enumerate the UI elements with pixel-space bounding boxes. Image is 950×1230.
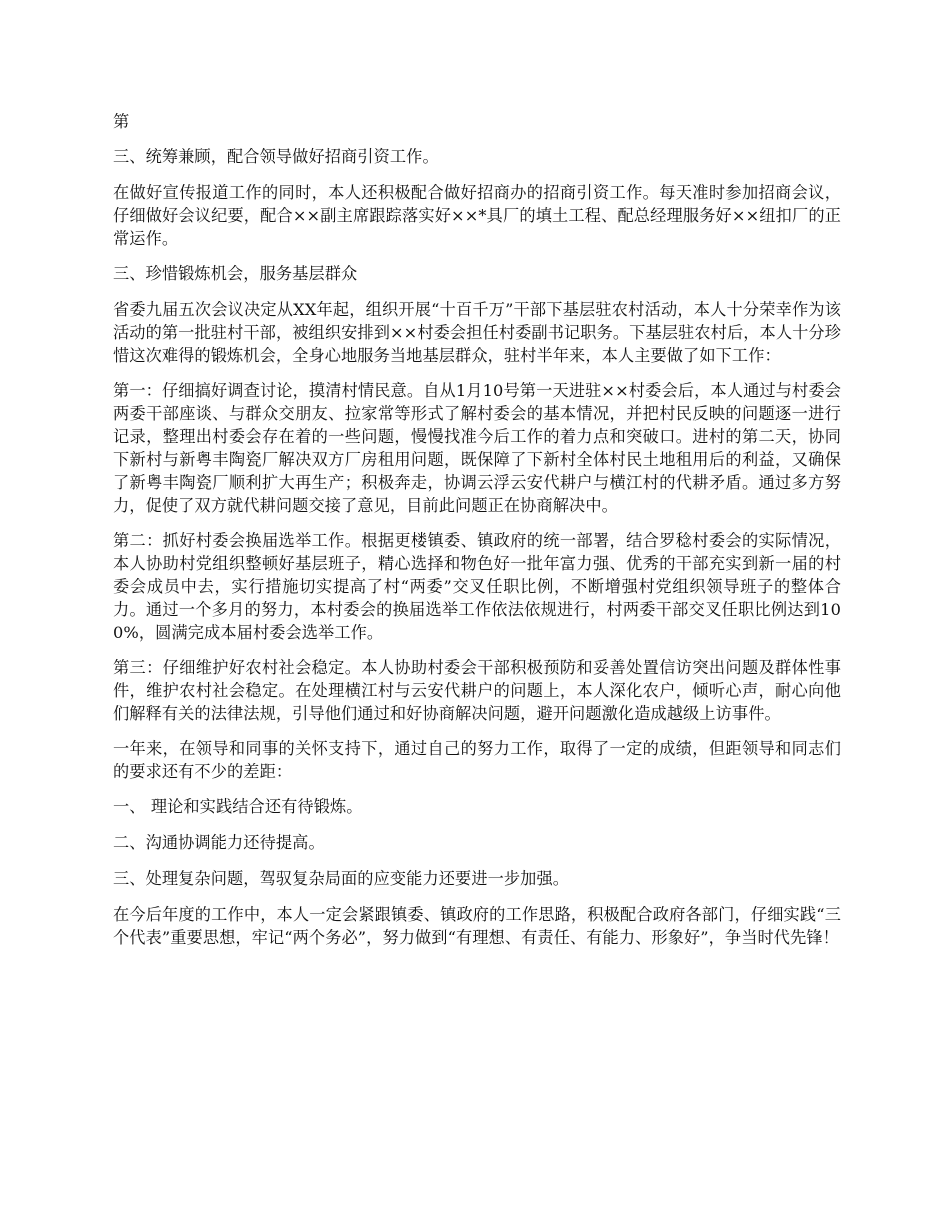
paragraph: 省委九届五次会议决定从XX年起，组织开展“十百千万”干部下基层驻农村活动，本人十分荣幸作为该活动的第一批驻村干部，被组织安排到××村委会担任村委副书记职务。下基层驻农村后，本人十分珍惜这次难得的锻炼机会，全身心地服务当地基层群众，驻村半年来，本人主要做了如下工作： (113, 300, 841, 365)
list-item: 一、 理论和实践结合还有待锻炼。 (113, 797, 363, 816)
list-item: 二、沟通协调能力还待提高。 (113, 833, 325, 852)
paragraph: 一年来，在领导和同事的关怀支持下，通过自己的努力工作，取得了一定的成绩，但距领导和同志们的要求还有不少的差距： (113, 739, 841, 781)
paragraph: 在做好宣传报道工作的同时，本人还积极配合做好招商办的招商引资工作。每天准时参加招商会议，仔细做好会议纪要，配合××副主席跟踪落实好××*具厂的填土工程、配总经理服务好××纽扣厂的正常运作。 (113, 183, 841, 248)
section-heading: 三、珍惜锻炼机会，服务基层群众 (113, 264, 358, 283)
document-body (113, 110, 841, 961)
section-heading: 三、统筹兼顾，配合领导做好招商引资工作。 (113, 147, 439, 166)
list-item: 三、处理复杂问题，驾驭复杂局面的应变能力还要进一步加强。 (113, 869, 570, 888)
paragraph-fragment: 第 (113, 112, 130, 131)
paragraph: 第三：仔细维护好农村社会稳定。本人协助村委会干部积极预防和妥善处置信访突出问题及群体性事件，维护农村社会稳定。在处理横江村与云安代耕户的问题上，本人深化农户，倾听心声，耐心向他们解释有关的法律法规，引导他们通过和好协商解决问题，避开问题激化造成越级上访事件。 (113, 658, 841, 723)
paragraph: 第二：抓好村委会换届选举工作。根据更楼镇委、镇政府的统一部署，结合罗稔村委会的实际情况，本人协助村党组织整顿好基层班子，精心选择和物色好一批年富力强、优秀的干部充实到新一届的村委会成员中去，实行措施切实提高了村“两委”交叉任职比例，不断增强村党组织领导班子的整体合力。通过一个多月的努力，本村委会的换届选举工作依法依规进行，村两委干部交叉任职比例达到100%，圆满完成本届村委会选举工作。 (113, 531, 841, 642)
paragraph: 在今后年度的工作中，本人一定会紧跟镇委、镇政府的工作思路，积极配合政府各部门，仔细实践“三个代表”重要思想，牢记“两个务必”，努力做到“有理想、有责任、有能力、形象好”，争当时代先锋！ (113, 905, 841, 947)
paragraph: 第一：仔细搞好调查讨论，摸清村情民意。自从1月10号第一天进驻××村委会后，本人通过与村委会两委干部座谈、与群众交朋友、拉家常等形式了解村委会的基本情况，并把村民反映的问题逐一进行记录，整理出村委会存在着的一些问题，慢慢找准今后工作的着力点和突破口。进村的第二天，协同下新村与新粤丰陶瓷厂解决双方厂房租用问题，既保障了下新村全体村民土地租用后的利益，又确保了新粤丰陶瓷厂顺利扩大再生产；积极奔走，协调云浮云安代耕户与横江村的代耕矛盾。通过多方努力，促使了双方就代耕问题交接了意见，目前此问题正在协商解决中。 (113, 381, 841, 515)
